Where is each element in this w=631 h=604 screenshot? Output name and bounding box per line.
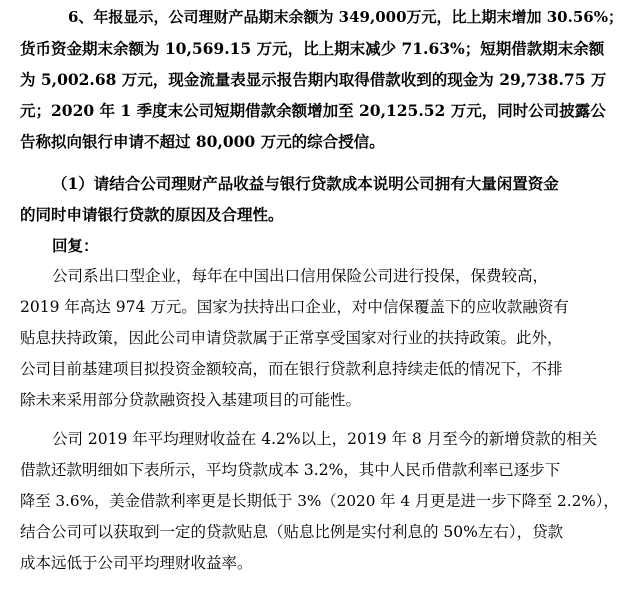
answer-p2-line-5: 成本远低于公司平均理财收益率。 <box>20 554 253 572</box>
answer-p1-line-3: 贴息扶持政策，因此公司申请贷款属于正常享受国家对行业的扶持政策。此外， <box>20 329 563 347</box>
answer-p2-line-2: 借款还款明细如下表所示，平均贷款成本 3.2%，其中人民币借款利率已逐步下 <box>20 461 561 479</box>
answer-heading: 回复： <box>52 236 99 255</box>
answer-p1-line-5: 除未来采用部分贷款融资投入基建项目的可能性。 <box>20 391 362 409</box>
sub-question-line-1: （1）请结合公司理财产品收益与银行贷款成本说明公司拥有大量闲置资金 <box>52 174 559 193</box>
question-line-5: 告称拟向银行申请不超过 80,000 万元的综合授信。 <box>20 132 385 151</box>
answer-p2-line-4: 结合公司可以获取到一定的贷款贴息（贴息比例是实付利息的 50%左右），贷款 <box>20 523 564 541</box>
sub-question-line-2: 的同时申请银行贷款的原因及合理性。 <box>20 205 284 224</box>
answer-p2-line-3: 降至 3.6%，美金借款利率更是长期低于 3%（2020 年 4 月更是进一步下降至 2.2%）， <box>20 492 619 510</box>
question-line-2: 货币资金期末余额为 10,569.15 万元，比上期末减少 71.63%；短期借款期末余额 <box>20 39 605 58</box>
question-line-3: 为 5,002.68 万元，现金流量表显示报告期内取得借款收到的现金为 29,738.75 万 <box>20 70 607 89</box>
question-line-1: 6、年报显示，公司理财产品期末余额为 349,000万元，比上期末增加 30.56%； <box>68 8 623 26</box>
answer-p2-line-1: 公司 2019 年平均理财收益在 4.2%以上，2019 年 8 月至今的新增贷款的相关 <box>52 430 598 448</box>
answer-p1-line-4: 公司目前基建项目拟投资金额较高，而在银行贷款利息持续走低的情况下，不排 <box>20 360 563 378</box>
answer-p1-line-2: 2019 年高达 974 万元。国家为扶持出口企业，对中信保覆盖下的应收款融资有 <box>20 298 569 316</box>
answer-p1-line-1: 公司系出口型企业，每年在中国出口信用保险公司进行投保，保费较高， <box>52 267 549 285</box>
question-line-4: 元；2020 年 1 季度末公司短期借款余额增加至 20,125.52 万元，同时公司披露公 <box>20 101 606 120</box>
